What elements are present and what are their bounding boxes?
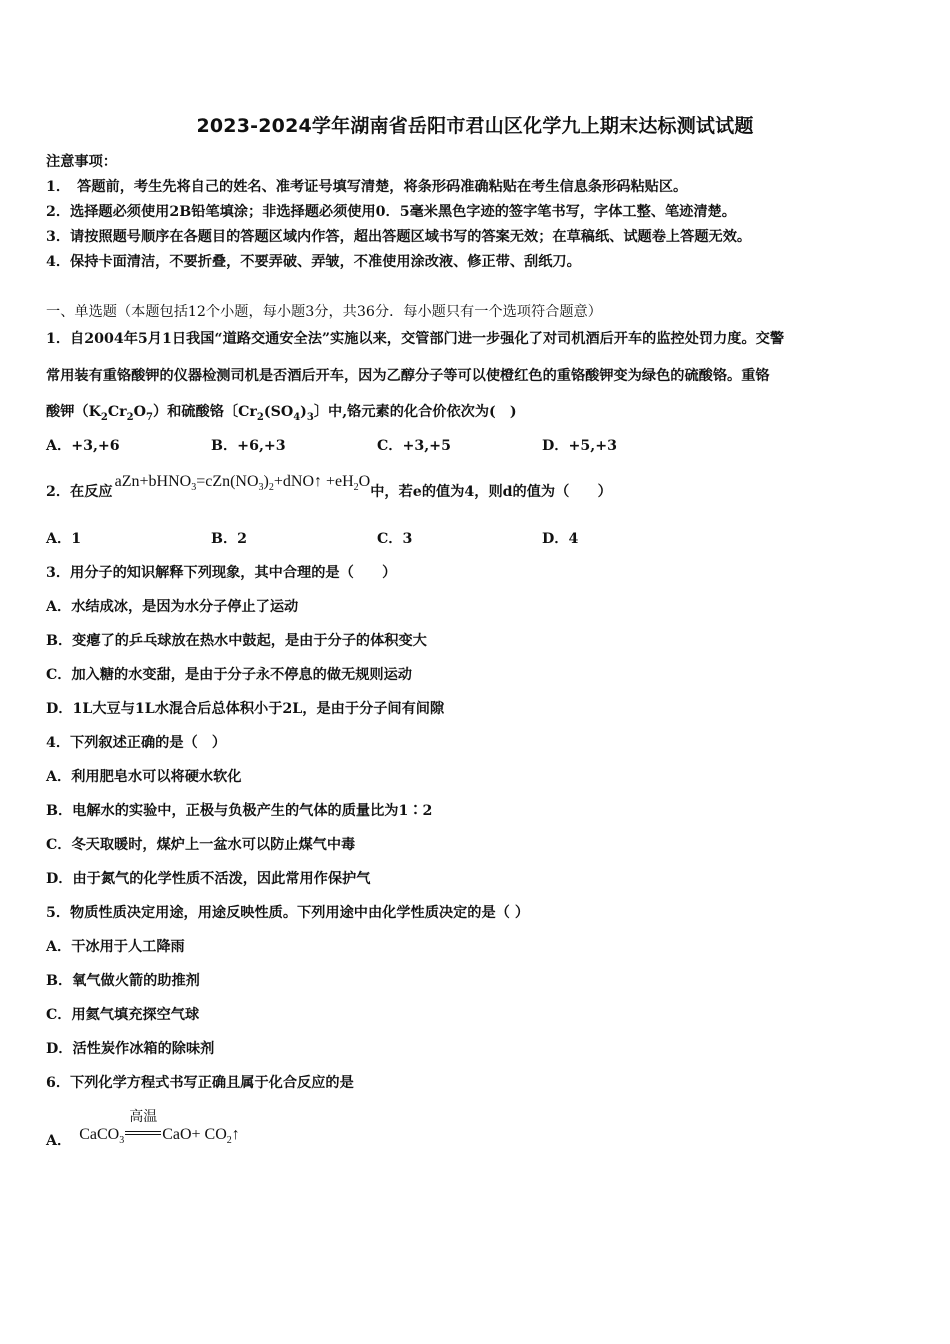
q5-option-b: B．氧气做火箭的助推剂: [46, 973, 200, 989]
notice-item-4: 4．保持卡面清洁，不要折叠，不要弄破、弄皱，不准使用涂改液、修正带、刮纸刀。: [46, 254, 581, 270]
q3-option-b: B．变瘪了的乒乓球放在热水中鼓起，是由于分子的体积变大: [46, 633, 427, 649]
q3-option-c: C．加入糖的水变甜，是由于分子永不停息的做无规则运动: [46, 667, 412, 683]
q3-stem: 3．用分子的知识解释下列现象，其中合理的是（ ）: [46, 565, 397, 581]
q2-equation: $aZn+bHNO_3=cZn(NO_3)_2+dNO↑ +eH_2O$: [114, 473, 371, 493]
q3-option-a: A．水结成冰，是因为水分子停止了运动: [46, 599, 299, 615]
notice-item-3: 3．请按照题号顺序在各题目的答题区域内作答，超出答题区域书写的答案无效；在草稿纸、试题卷上答题无效。: [46, 229, 752, 245]
q4-option-c: C．冬天取暖时，煤炉上一盆水可以防止煤气中毒: [46, 837, 356, 853]
q2-option-c: C．3: [377, 531, 413, 547]
formula-cr2so43: $Cr_2(SO_4)_3$: [238, 404, 314, 423]
q1-option-c: C．+3,+5: [377, 438, 451, 454]
formula-k2cr2o7: $K_2Cr_2O_7$: [88, 404, 153, 423]
q3-option-d: D．1L大豆与1L水混合后总体积小于2L，是由于分子间有间隙: [46, 701, 445, 717]
page-title: 2023-2024学年湖南省岳阳市君山区化学九上期末达标测试试题: [196, 115, 754, 137]
notice-item-1: 1． 答题前，考生先将自己的姓名、准考证号填写清楚，将条形码准确粘贴在考生信息条形码粘贴区。: [46, 179, 688, 195]
q4-option-a: A．利用肥皂水可以将硬水软化: [46, 769, 242, 785]
q1-option-a: A．+3,+6: [46, 438, 120, 454]
q1-line-1: 1．自2004年5月1日我国“道路交通安全法”实施以来，交管部门进一步强化了对司机酒后开车的监控处罚力度。交警: [46, 331, 785, 347]
q2-option-d: D．4: [542, 531, 579, 547]
q2-option-b: B．2: [211, 531, 248, 547]
q1-line-3: 酸钾$(K_2Cr_2O_7)$和硫酸铬〔$Cr_2(SO_4)_3$〕中,铬元素的化合价依次为( ): [46, 404, 517, 423]
notice-item-2: 2．选择题必须使用2B铅笔填涂；非选择题必须使用0．5毫米黑色字迹的签字笔书写，字体工整、笔迹清楚。: [46, 204, 736, 220]
q1-line-2: 常用装有重铬酸钾的仪器检测司机是否酒后开车，因为乙醇分子等可以使橙红色的重铬酸钾变为绿色的硫酸铬。重铬: [46, 368, 770, 384]
q1-option-b: B．+6,+3: [211, 438, 286, 454]
notice-heading: 注意事项：: [46, 154, 117, 170]
section-heading: 一、单选题（本题包括12个小题，每小题3分，共36分．每小题只有一个选项符合题意）: [46, 304, 602, 320]
q6-stem: 6．下列化学方程式书写正确且属于化合反应的是: [46, 1075, 354, 1091]
q4-option-b: B．电解水的实验中，正极与负极产生的气体的质量比为1∶2: [46, 803, 433, 819]
q5-option-d: D．活性炭作冰箱的除味剂: [46, 1041, 215, 1057]
q5-stem: 5．物质性质决定用途，用途反映性质。下列用途中由化学性质决定的是（ ）: [46, 905, 530, 921]
q1-option-d: D．+5,+3: [542, 438, 617, 454]
q5-option-a: A．干冰用于人工降雨: [46, 939, 185, 955]
q4-option-d: D．由于氮气的化学性质不活泼，因此常用作保护气: [46, 871, 371, 887]
q4-stem: 4．下列叙述正确的是（ ）: [46, 735, 227, 751]
q2-stem: 2．在反应$aZn+bHNO_3=cZn(NO_3)_2+dNO↑ +eH_2O$中，若e的值为4，则d的值为（ ）: [46, 473, 612, 500]
q6-option-a: A． CaCO$_3$ 高温 $CaO+ CO_2↑$: [46, 1109, 240, 1149]
reaction-condition: 高温: [124, 1125, 162, 1145]
q2-option-a: A．1: [46, 531, 82, 547]
q5-option-c: C．用氦气填充探空气球: [46, 1007, 200, 1023]
q6-equation-a: CaCO$_3$ 高温 $CaO+ CO_2↑$: [79, 1109, 240, 1146]
